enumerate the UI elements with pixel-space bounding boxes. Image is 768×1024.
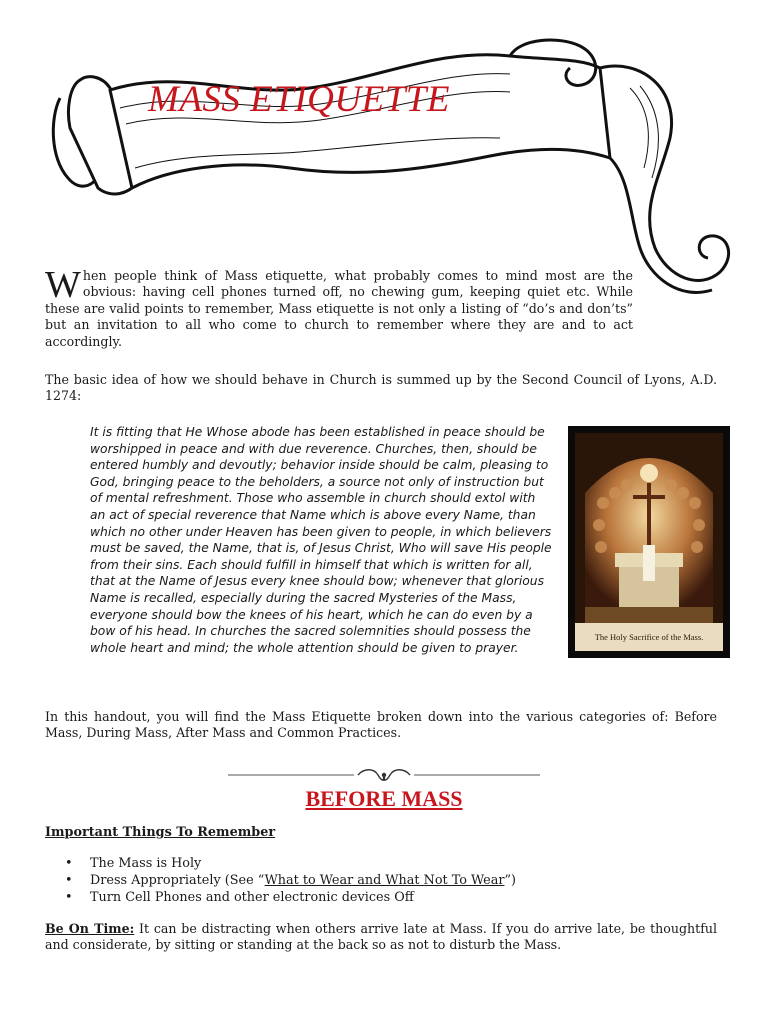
list-item — [45, 889, 516, 906]
on-time-paragraph — [45, 921, 717, 954]
basic-idea-paragraph: The basic idea of how we should behave in Church is summed up by the Second Council of Lyons, A.D. 1274: — [45, 372, 717, 404]
list-item-text: Turn Cell Phones and other electronic devices Off — [90, 890, 414, 905]
painting-image — [575, 433, 723, 651]
holy-sacrifice-painting — [568, 426, 730, 658]
section-heading-before-mass: BEFORE MASS — [305, 786, 463, 811]
handout-paragraph: In this handout, you will find the Mass Etiquette broken down into the various categories of: Before Mass, During Mass, After Mass and Common Practices. — [45, 709, 717, 741]
list-item-text: The Mass is Holy — [90, 856, 202, 871]
on-time-text: It can be distracting when others arrive late at Mass. If you do arrive late, be thoughtful and considerate, by sitting or standing at the back so as not to disturb the Mass. — [45, 921, 718, 953]
drop-cap: W — [45, 264, 81, 306]
painting-caption: The Holy Sacrifice of the Mass. — [594, 632, 704, 642]
list-item — [45, 872, 516, 889]
intro-paragraph — [45, 264, 633, 350]
intro-text: hen people think of Mass etiquette, what probably comes to mind most are the obvious: having cell phones turned off, no chewing gum, keeping quiet etc. While these are valid points to remember, Mass etiquette is not only a listing of “do’s and don’ts” but an invitation to all who come to church to remember where they are and to act accordingly. — [45, 268, 633, 349]
on-time-label: Be On Time: — [45, 921, 135, 936]
list-item — [45, 855, 516, 872]
ornament-divider — [228, 766, 540, 784]
list-item-text: Dress Appropriately (See “ — [90, 873, 265, 888]
list-item-text: ”) — [504, 873, 517, 888]
page-title: MASS ETIQUETTE — [148, 79, 450, 120]
council-quote: It is fitting that He Whose abode has been established in peace should be worshipped in peace and with due reverence. Churches, then, should be entered humbly and devoutly; behavior inside should be calm, pleasing to God, bringing peace to the beholders, a source not only of instruction but of mental refreshment. Those who assemble in church should extol with an act of special reverence that Name which is above every Name, than which no other under Heaven has been given to people, in which believers must be saved, the Name, that is, of Jesus Christ, Who will save His people from their sins. Each should fulfill in himself that which is written for all, that at the Name of Jesus every knee should bow; whenever that glorious Name is recalled, especially during the sacred Mysteries of the Mass, everyone should bow the knees of his heart, which he can do even by a bow of his head. In churches the sacred solemnities should possess the whole heart and mind; the whole attention should be given to prayer. — [90, 425, 552, 655]
important-list — [45, 855, 516, 906]
important-heading: Important Things To Remember — [45, 825, 276, 840]
dress-link[interactable]: What to Wear and What Not To Wear — [264, 873, 505, 888]
